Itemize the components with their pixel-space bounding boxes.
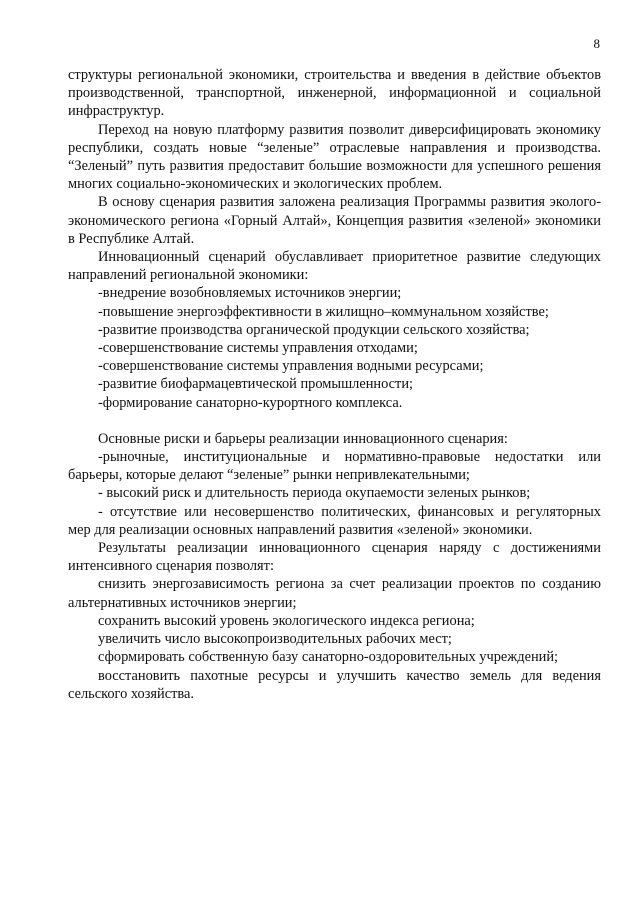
paragraph: структуры региональной экономики, строительства и введения в действие объектов производственной, транспортной, инженерной, информационной и социальной инфраструктур.: [68, 67, 601, 120]
list-item: -формирование санаторно-курортного комплекса.: [98, 394, 403, 411]
page-number: 8: [593, 36, 600, 51]
list-item: сформировать собственную базу санаторно-оздоровительных учреждений;: [98, 649, 559, 666]
document-body: [68, 66, 601, 703]
paragraph-spacer: [68, 412, 601, 430]
list-item: -внедрение возобновляемых источников энергии;: [98, 285, 402, 302]
paragraph: Основные риски и барьеры реализации инновационного сценария:: [98, 430, 508, 447]
list-item: -развитие биофармацевтической промышленности;: [98, 376, 414, 393]
list-item: -рыночные, институциональные и нормативно-правовые недостатки или барьеры, которые делают “зеленые” рынки непривлекательными;: [68, 449, 601, 484]
list-item: сохранить высокий уровень экологического индекса региона;: [98, 612, 475, 629]
list-item: восстановить пахотные ресурсы и улучшить качество земель для ведения сельского хозяйства.: [68, 667, 601, 702]
list-item: - высокий риск и длительность периода окупаемости зеленых рынков;: [98, 485, 531, 502]
list-item: -повышение энергоэффективности в жилищно–коммунальном хозяйстве;: [98, 303, 549, 320]
list-item: - отсутствие или несовершенство политических, финансовых и регуляторных мер для реализации основных направлений развития «зеленой» экономики.: [68, 503, 601, 538]
list-item: -развитие производства органической продукции сельского хозяйства;: [98, 321, 530, 338]
list-item: -совершенствование системы управления отходами;: [98, 340, 418, 357]
list-item: увеличить число высокопроизводительных рабочих мест;: [98, 631, 452, 648]
paragraph: Переход на новую платформу развития позволит диверсифицировать экономику республики, создать новые “зеленые” отраслевые направления и производства. “Зеленый” путь развития предоставит большие возможности для успешного решения многих социально-экономических и экологических проблем.: [68, 121, 601, 193]
paragraph: Инновационный сценарий обуславливает приоритетное развитие следующих направлений региональной экономики:: [68, 249, 601, 284]
paragraph: Результаты реализации инновационного сценария наряду с достижениями интенсивного сценария позволят:: [68, 540, 601, 575]
list-item: снизить энергозависимость региона за счет реализации проектов по созданию альтернативных источников энергии;: [68, 576, 601, 611]
list-item: -совершенствование системы управления водными ресурсами;: [98, 358, 484, 375]
paragraph: В основу сценария развития заложена реализация Программы развития эколого-экономического региона «Горный Алтай», Концепция развития «зеленой» экономики в Республике Алтай.: [68, 194, 601, 247]
